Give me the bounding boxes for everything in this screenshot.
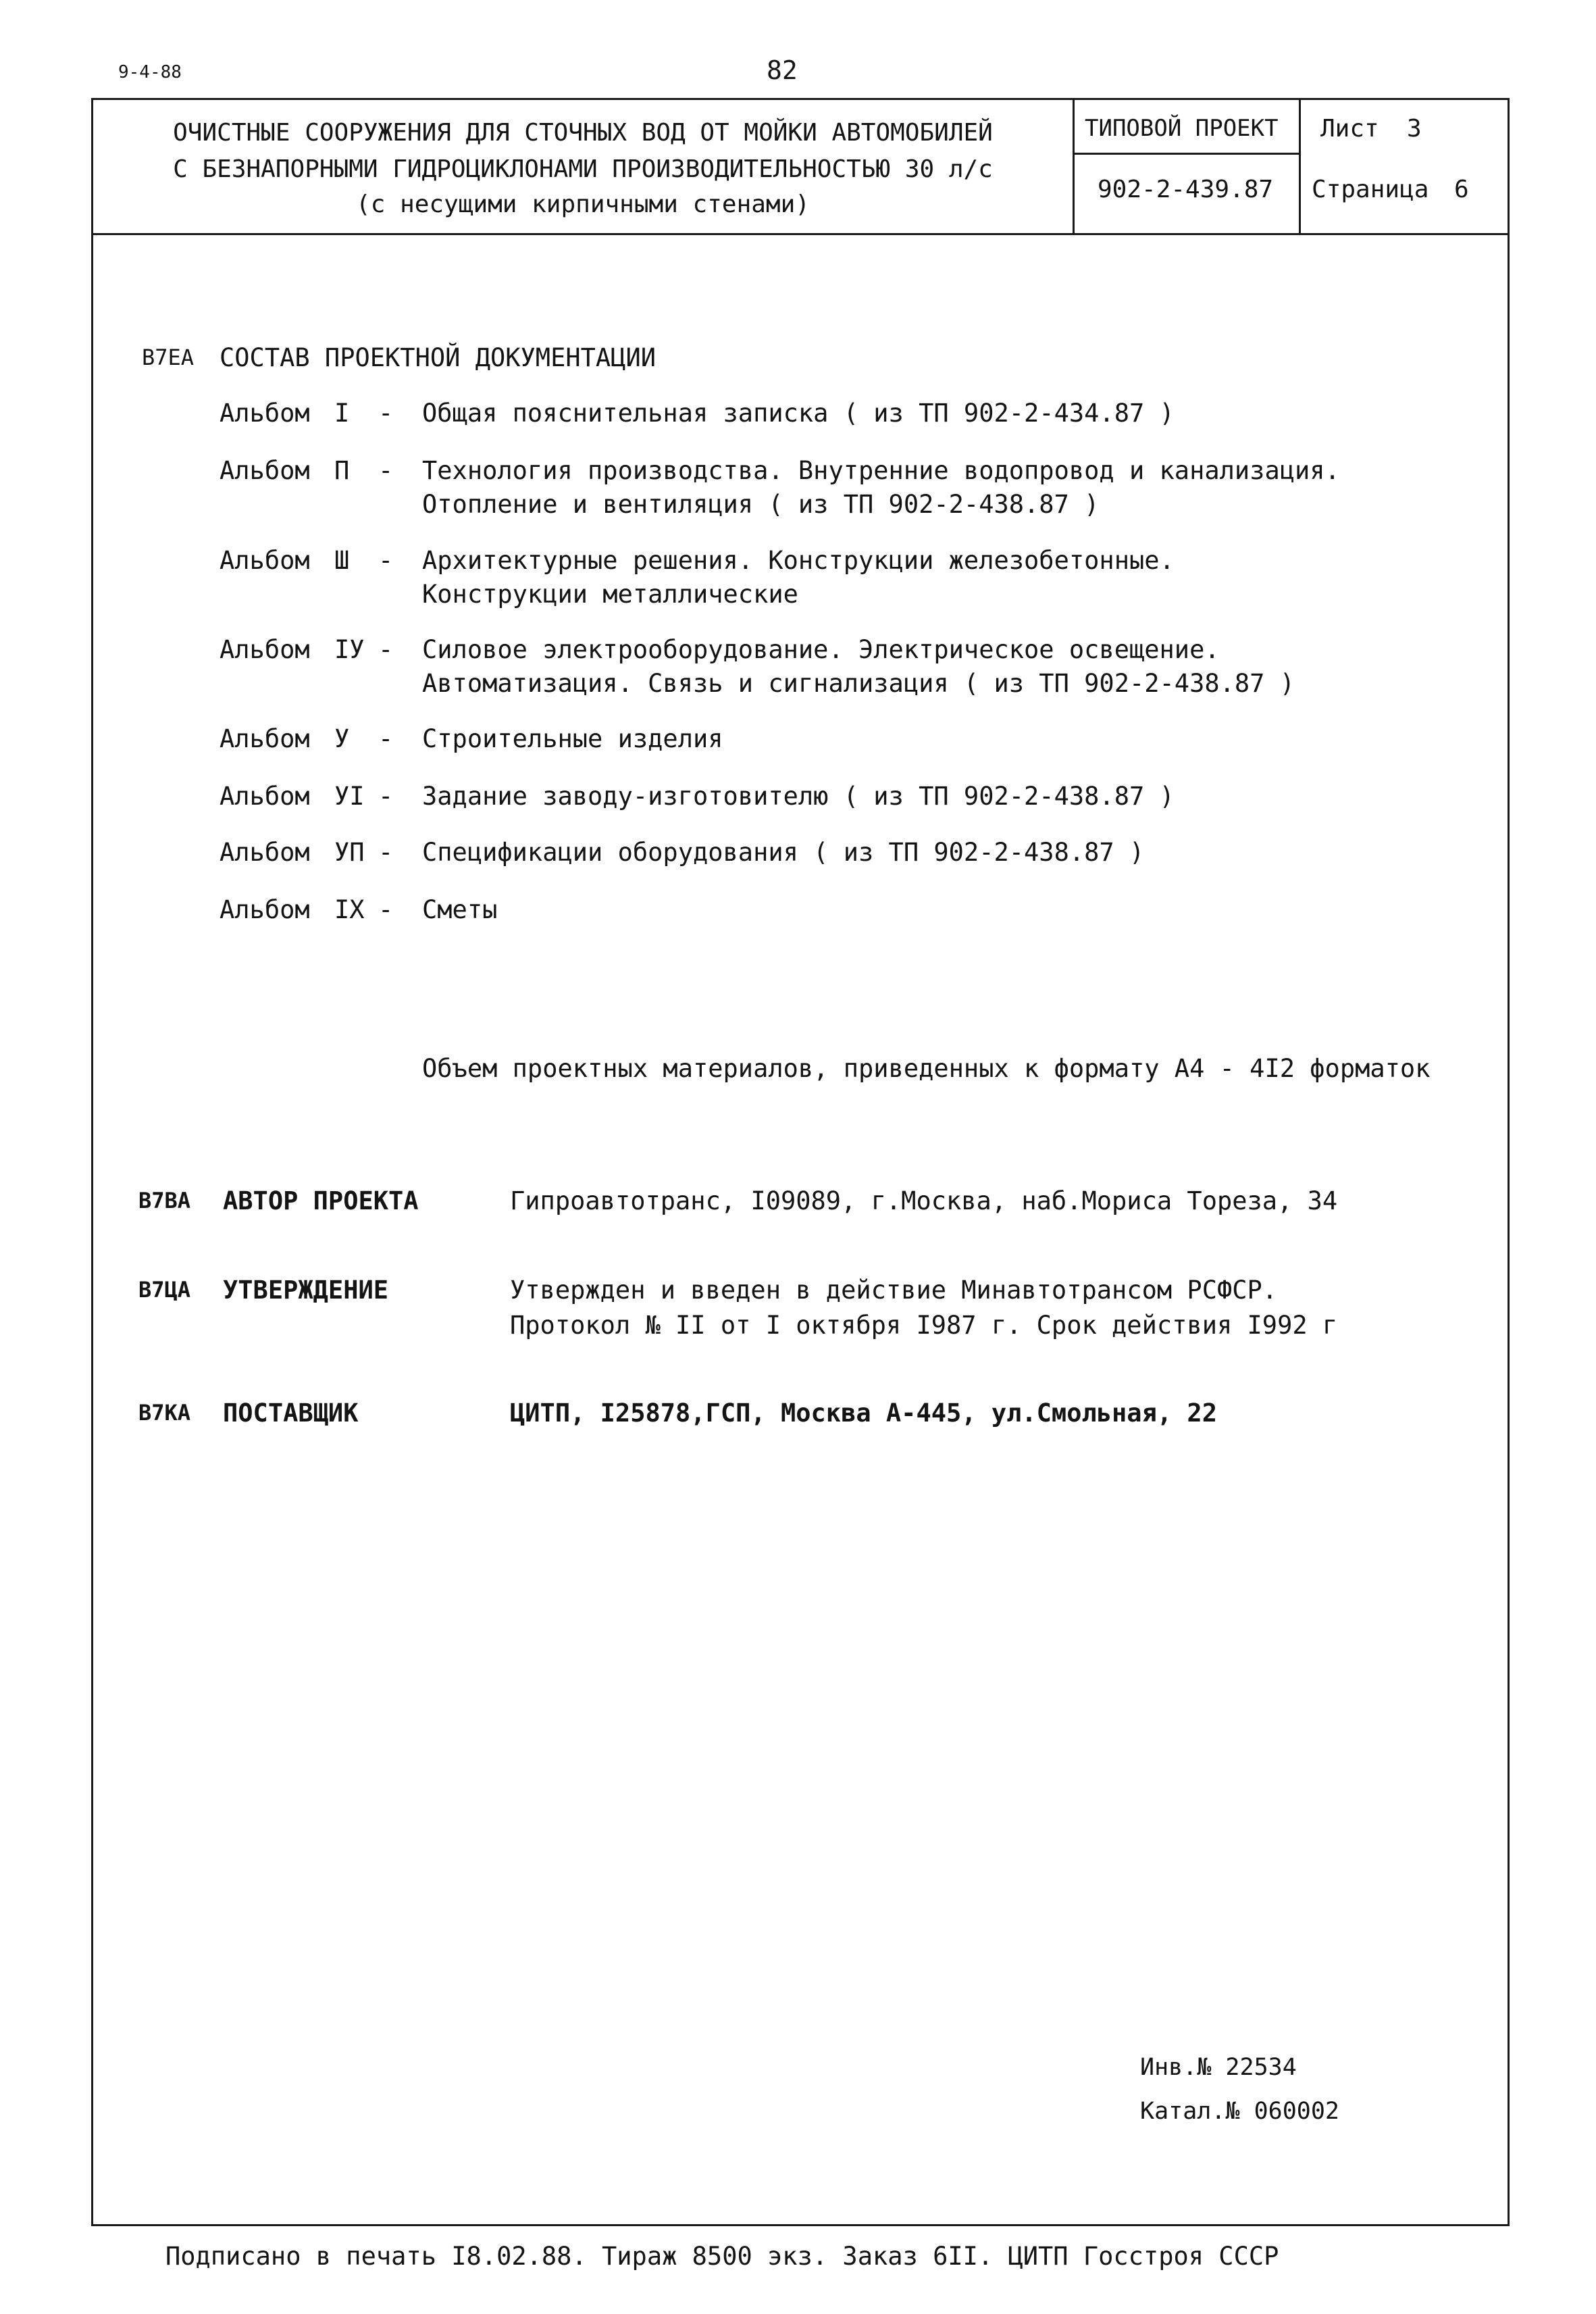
album-description: Архитектурные решения. Конструкции железобетонные. <box>422 546 1175 575</box>
album-dash: - <box>378 456 394 485</box>
composition-code: В7ЕА <box>142 345 195 370</box>
album-number: Ш <box>334 546 350 575</box>
document-code: 9-4-88 <box>118 62 182 82</box>
approval-code: В7ЦА <box>138 1277 191 1303</box>
album-label: Альбом <box>220 895 310 924</box>
approval-line-1: Утвержден и введен в действие Минавтотрансом РСФСР. <box>510 1276 1278 1305</box>
supplier-value: ЦИТП, I25878,ГСП, Москва А-445, ул.Смольная, 22 <box>510 1399 1217 1428</box>
album-number: IX <box>334 895 365 924</box>
album-dash: - <box>378 724 394 753</box>
catalog-number: Катал.№ 060002 <box>1140 2098 1340 2125</box>
album-number: IУ <box>334 635 365 664</box>
album-description: Задание заводу-изготовителю ( из ТП 902-2-438.87 ) <box>422 782 1175 811</box>
title-line-2: С БЕЗНАПОРНЫМИ ГИДРОЦИКЛОНАМИ ПРОИЗВОДИТЕЛЬНОСТЬЮ 30 л/с <box>173 155 993 183</box>
album-description: Силовое электрооборудование. Электрическое освещение. <box>422 635 1220 664</box>
title-line-1: ОЧИСТНЫЕ СООРУЖЕНИЯ ДЛЯ СТОЧНЫХ ВОД ОТ МОЙКИ АВТОМОБИЛЕЙ <box>173 119 993 147</box>
inventory-number: Инв.№ 22534 <box>1140 2054 1297 2081</box>
supplier-label: ПОСТАВЩИК <box>223 1399 359 1428</box>
project-number: 902-2-439.87 <box>1098 176 1274 203</box>
sheet-value: 3 <box>1407 115 1422 143</box>
album-description: Сметы <box>422 895 498 924</box>
album-dash: - <box>378 399 394 428</box>
album-description: Отопление и вентиляция ( из ТП 902-2-438.87 ) <box>422 490 1100 519</box>
album-label: Альбом <box>220 399 310 428</box>
album-label: Альбом <box>220 724 310 753</box>
project-label: ТИПОВОЙ ПРОЕКТ <box>1085 115 1279 142</box>
album-label: Альбом <box>220 546 310 575</box>
approval-label: УТВЕРЖДЕНИЕ <box>223 1276 389 1305</box>
album-label: Альбом <box>220 635 310 664</box>
title-block <box>93 100 1508 235</box>
album-label: Альбом <box>220 456 310 485</box>
supplier-code: В7КА <box>138 1400 191 1426</box>
album-number: У <box>334 724 350 753</box>
title-line-3: (с несущими кирпичными стенами) <box>356 191 810 218</box>
album-dash: - <box>378 635 394 664</box>
album-number: УП <box>334 838 365 867</box>
print-footer: Подписано в печать I8.02.88. Тираж 8500 экз. Заказ 6II. ЦИТП Госстроя СССР <box>165 2242 1279 2271</box>
album-dash: - <box>378 838 394 867</box>
album-description: Спецификации оборудования ( из ТП 902-2-438.87 ) <box>422 838 1145 867</box>
approval-line-2: Протокол № II от I октября I987 г. Срок действия I992 г <box>510 1311 1338 1340</box>
album-label: Альбом <box>220 838 310 867</box>
composition-heading: СОСТАВ ПРОЕКТНОЙ ДОКУМЕНТАЦИИ <box>220 343 657 372</box>
volume-note: Объем проектных материалов, приведенных к формату А4 - 4I2 форматок <box>422 1054 1431 1083</box>
sheet-label: Лист <box>1320 115 1379 143</box>
album-number: УI <box>334 782 365 811</box>
album-number: П <box>334 456 350 485</box>
author-label: АВТОР ПРОЕКТА <box>223 1186 419 1215</box>
album-number: I <box>334 399 350 428</box>
album-description: Общая пояснительная записка ( из ТП 902-2-434.87 ) <box>422 399 1175 428</box>
album-label: Альбом <box>220 782 310 811</box>
author-code: В7ВА <box>138 1188 191 1213</box>
album-dash: - <box>378 546 394 575</box>
page-number: 82 <box>767 55 798 85</box>
page-value: 6 <box>1454 176 1469 203</box>
album-description: Конструкции металлические <box>422 580 798 609</box>
page-label: Страница <box>1312 176 1429 203</box>
album-description: Автоматизация. Связь и сигнализация ( из ТП 902-2-438.87 ) <box>422 669 1295 698</box>
album-dash: - <box>378 782 394 811</box>
album-description: Строительные изделия <box>422 724 723 753</box>
album-description: Технология производства. Внутренние водопровод и канализация. <box>422 456 1340 485</box>
author-value: Гипроавтотранс, I09089, г.Москва, наб.Мориса Тореза, 34 <box>510 1186 1338 1215</box>
album-dash: - <box>378 895 394 924</box>
